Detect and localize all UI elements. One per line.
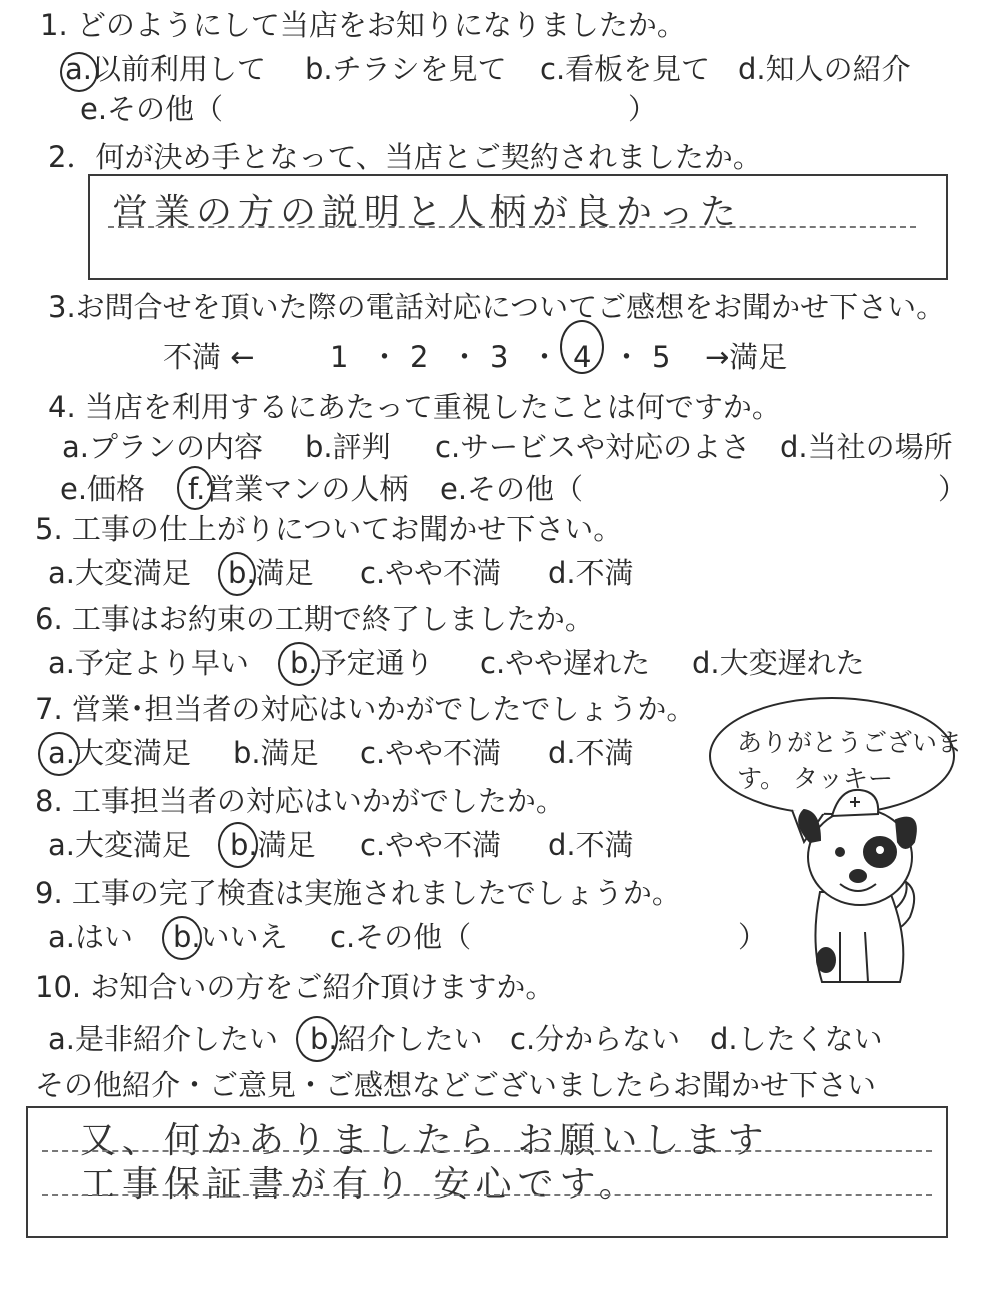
- q8-selected-circle: [218, 822, 258, 868]
- q3-scale-left: 不満 ←: [163, 340, 255, 374]
- q7-selected-circle: [38, 732, 80, 776]
- q1-option-d[interactable]: d.知人の紹介: [738, 52, 911, 86]
- q7-option-c[interactable]: c.やや不満: [360, 736, 502, 770]
- q9-option-b[interactable]: b.いいえ: [173, 920, 288, 954]
- q3-scale-sep-3: ・: [530, 340, 560, 374]
- q6-question: 6. 工事はお約束の工期で終了しましたか。: [35, 602, 594, 636]
- q8-option-c[interactable]: c.やや不満: [360, 828, 502, 862]
- mascot-bubble-text-1: ありがとうございま: [737, 728, 963, 757]
- q1-question: 1. どのようにして当店をお知りになりましたか。: [40, 8, 686, 42]
- other-question: その他紹介・ご意見・ご感想などございましたらお聞かせ下さい: [35, 1068, 877, 1102]
- q3-scale-1[interactable]: 1: [330, 340, 349, 374]
- q3-scale-right: →満足: [705, 340, 788, 374]
- q3-scale-2[interactable]: 2: [410, 340, 429, 374]
- q9-option-c[interactable]: c.その他（: [330, 920, 472, 954]
- dog-mascot-icon: [799, 790, 916, 982]
- q4-selected-circle: [177, 466, 213, 510]
- q1-option-a[interactable]: a.以前利用して: [65, 52, 266, 86]
- q1-option-e[interactable]: e.その他（: [80, 92, 224, 126]
- q2-handwritten-answer: 営業の方の説明と人柄が良かった: [112, 192, 743, 233]
- q2-question: 2．何が決め手となって、当店とご契約されましたか。: [48, 140, 762, 174]
- q1-option-e-close: ）: [628, 92, 658, 126]
- q1-option-b[interactable]: b.チラシを見て: [305, 52, 507, 86]
- q6-option-d[interactable]: d.大変遅れた: [692, 646, 865, 680]
- q3-scale-sep-4: ・: [612, 340, 642, 374]
- q3-scale-3[interactable]: 3: [490, 340, 509, 374]
- q7-option-b[interactable]: b.満足: [233, 736, 319, 770]
- q8-option-d[interactable]: d.不満: [548, 828, 634, 862]
- other-answer-line-1: [42, 1150, 932, 1152]
- q4-option-f[interactable]: f.営業マンの人柄: [188, 472, 409, 506]
- q5-question: 5. 工事の仕上がりについてお聞かせ下さい。: [35, 512, 623, 546]
- q1-option-c[interactable]: c.看板を見て: [540, 52, 711, 86]
- q7-option-d[interactable]: d.不満: [548, 736, 634, 770]
- q10-option-a[interactable]: a.是非紹介したい: [48, 1022, 278, 1056]
- q10-selected-circle: [296, 1016, 338, 1062]
- q3-scale-5[interactable]: 5: [652, 340, 671, 374]
- q7-question: 7. 営業･担当者の対応はいかがでしたでしょうか。: [35, 692, 696, 726]
- q1-selected-circle: [60, 52, 98, 92]
- q10-option-c[interactable]: c.分からない: [510, 1022, 681, 1056]
- q4-option-e[interactable]: e.価格: [60, 472, 146, 506]
- q6-option-a[interactable]: a.予定より早い: [48, 646, 249, 680]
- q2-answer-line: [108, 226, 916, 228]
- q10-option-b[interactable]: b.紹介したい: [310, 1022, 483, 1056]
- q5-option-b[interactable]: b.満足: [228, 556, 314, 590]
- q5-option-a[interactable]: a.大変満足: [48, 556, 191, 590]
- q6-selected-circle: [278, 642, 320, 686]
- q9-question: 9. 工事の完了検査は実施されましたでしょうか。: [35, 876, 681, 910]
- q5-option-c[interactable]: c.やや不満: [360, 556, 502, 590]
- q3-scale-4[interactable]: 4: [573, 340, 592, 374]
- q7-option-a[interactable]: a.大変満足: [48, 736, 191, 770]
- q5-selected-circle: [218, 552, 256, 596]
- q8-option-b[interactable]: b.満足: [230, 828, 316, 862]
- q4-option-b[interactable]: b.評判: [305, 430, 391, 464]
- other-handwritten-line-2: 工事保証書が有り 安心です。: [80, 1164, 641, 1205]
- mascot-bubble-text-2: す。 タッキー: [737, 764, 893, 793]
- q10-question: 10. お知合いの方をご紹介頂けますか。: [35, 970, 555, 1004]
- q4-option-other[interactable]: e.その他（: [440, 472, 584, 506]
- q5-option-d[interactable]: d.不満: [548, 556, 634, 590]
- q6-option-b[interactable]: b.予定通り: [290, 646, 434, 680]
- q3-scale-sep-1: ・: [370, 340, 400, 374]
- q10-option-d[interactable]: d.したくない: [710, 1022, 883, 1056]
- q3-scale-sep-2: ・: [450, 340, 480, 374]
- q3-question: 3.お問合せを頂いた際の電話対応についてご感想をお聞かせ下さい。: [48, 290, 946, 324]
- other-handwritten-line-1: 又、何かありましたら お願いします: [80, 1120, 770, 1161]
- q9-option-a[interactable]: a.はい: [48, 920, 133, 954]
- q4-option-other-close: ）: [938, 472, 968, 506]
- q8-option-a[interactable]: a.大変満足: [48, 828, 191, 862]
- q4-option-d[interactable]: d.当社の場所: [780, 430, 953, 464]
- q9-option-c-close: ）: [738, 920, 768, 954]
- q8-question: 8. 工事担当者の対応はいかがでしたか。: [35, 784, 565, 818]
- q4-option-a[interactable]: a.プランの内容: [62, 430, 263, 464]
- other-answer-line-2: [42, 1194, 932, 1196]
- q4-option-c[interactable]: c.サービスや対応のよさ: [435, 430, 751, 464]
- q9-selected-circle: [162, 916, 202, 960]
- q6-option-c[interactable]: c.やや遅れた: [480, 646, 651, 680]
- q4-question: 4. 当店を利用するにあたって重視したことは何ですか。: [48, 390, 781, 424]
- q3-selected-circle: [560, 320, 604, 374]
